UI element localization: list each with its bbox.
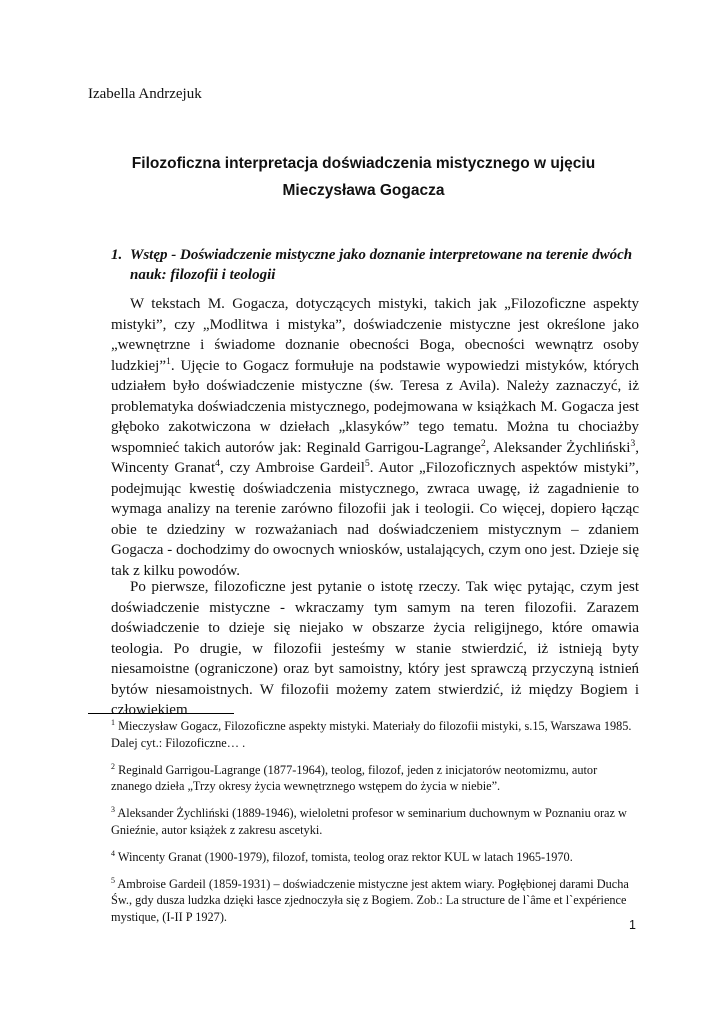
section-heading — [111, 245, 639, 285]
paragraph-1-text: , czy Ambroise Gardeil — [220, 460, 365, 476]
paragraph-1-text: , Aleksander Żychliński — [485, 439, 631, 456]
footnote-ref-4[interactable]: 4 — [215, 458, 221, 469]
page-number: 1 — [629, 918, 636, 932]
footnote-number: 2 — [111, 761, 115, 771]
footnote-5 — [111, 876, 639, 926]
paragraph-1-text: . Autor „Filozoficznych aspektów mistyki”, podejmując kwestię doświadczenia mistycznego, zwraca uwagę, iż zagadnienie to wymaga analizy na terenie zarówno filozofii jak i teologii. Co więcej, dopiero łącząc obie te dziedziny w rozważaniach nad doświadczeniem mistycznym – zdaniem Gogacza - dochodzimy do owocnych wniosków, ustalających, czym ono jest. Dzieje się tak z kilku powodów. — [111, 460, 639, 579]
footnotes — [111, 718, 639, 936]
paragraph-1-text: . Ujęcie to Gogacz formułuje na podstawie wypowiedzi mistyków, których udziałem było doświadczenie mistyczne (św. Teresa z Avila). Należy zaznaczyć, iż problematyka doświadczenia mistycznego, podejmowana w książkach M. Gogacza jest głęboko zakotwiczona w dziełach „klasyków” tego tematu. Można tu chociażby wspomnieć takich autorów jak: Reginald Garrigou-Lagrange — [111, 357, 639, 456]
footnote-1 — [111, 718, 639, 751]
footnote-text: Wincenty Granat (1900-1979), filozof, tomista, teolog oraz rektor KUL w latach 1965-1970. — [117, 849, 573, 864]
document-title — [100, 150, 627, 204]
footnote-text: Aleksander Żychliński (1889-1946), wieloletni profesor w seminarium duchownym w Poznaniu oraz w Gnieźnie, autor książek z zakresu ascetyki. — [111, 806, 627, 837]
footnote-ref-5[interactable]: 5 — [364, 458, 370, 469]
footnote-number: 4 — [111, 848, 115, 858]
paragraph-2-text: Po pierwsze, filozoficzne jest pytanie o istotę rzeczy. Tak więc pytając, czym jest doświadczenie mistyczne - wkraczamy tym samym na teren filozofii. Zarazem doświadczenie to dzieje się niejako w obszarze życia religijnego, które omawia teologia. Po drugie, w filozofii jesteśmy w stanie stwierdzić, iż istnieją byty niesamoistne (ograniczone) oraz byt samoistny, który jest sprawczą przyczyną istnień bytów niesamoistnych. W filozofii możemy zatem stwierdzić, iż między Bogiem i człowiekiem — [111, 579, 639, 718]
author-name: Izabella Andrzejuk — [88, 86, 202, 102]
footnote-separator — [88, 713, 234, 714]
footnote-text: Mieczysław Gogacz, Filozoficzne aspekty mistyki. Materiały do filozofii mistyki, s.15, Warszawa 1985. Dalej cyt.: Filozoficzne… . — [111, 719, 632, 750]
footnote-number: 3 — [111, 804, 115, 814]
footnote-ref-1[interactable]: 1 — [165, 355, 171, 367]
footnote-number: 5 — [111, 875, 115, 885]
section-heading-text: Wstęp - Doświadczenie mistyczne jako doznanie interpretowane na terenie dwóch nauk: filozofii i teologii — [130, 247, 633, 283]
title-line-1: Filozoficzna interpretacja doświadczenia mistycznego w ujęciu — [131, 155, 596, 172]
footnote-ref-3[interactable]: 3 — [630, 437, 636, 449]
paragraph-1-text: , Wincenty Granat — [111, 439, 640, 476]
footnote-2 — [111, 762, 639, 795]
body-paragraph-1 — [111, 294, 639, 581]
footnote-text: Ambroise Gardeil (1859-1931) – doświadczenie mistyczne jest aktem wiary. Pogłębionej darami Ducha Św., gdy dusza ludzka dzięki łasce zjednoczyła się z Bogiem. Zob.: La structure de l`âme et l`expérience mystique, (I-II P 1927). — [111, 876, 629, 924]
footnote-number: 1 — [111, 717, 115, 727]
footnote-text: Reginald Garrigou-Lagrange (1877-1964), teolog, filozof, jeden z inicjatorów neotomizmu, autor znanego dzieła „Trzy okresy życia wewnętrznego wstępem do życia w niebie”. — [111, 762, 598, 793]
footnote-4 — [111, 849, 639, 866]
paragraph-1-text: W tekstach M. Gogacza, dotyczących mistyki, takich jak „Filozoficzne aspekty mistyki”, czy „Modlitwa i mistyka”, doświadczenie mistyczne jest określone jako „wewnętrzne i świadome doznanie obecności Boga, obecności wewnątrz osoby ludzkiej” — [111, 296, 639, 374]
title-line-2: Mieczysława Gogacza — [282, 182, 445, 199]
body-paragraph-2 — [111, 577, 639, 721]
footnote-ref-2[interactable]: 2 — [480, 437, 486, 449]
footnote-3 — [111, 805, 639, 838]
section-number: 1. — [111, 247, 123, 263]
